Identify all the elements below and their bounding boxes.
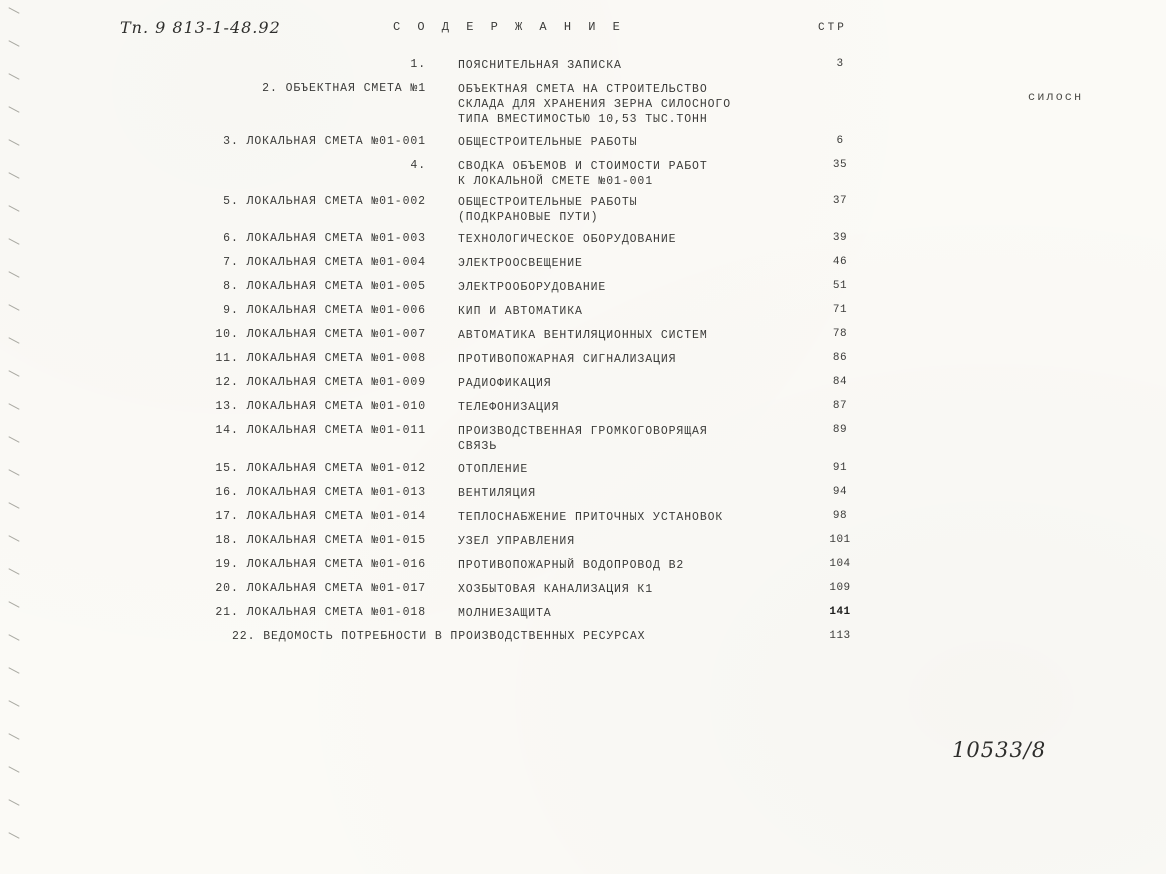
toc-item-page-number: 104 [829,558,851,570]
toc-item-title-line: ЭЛЕКТРООБОРУДОВАНИЕ [458,281,607,294]
toc-item-page-number: 39 [832,232,848,244]
scan-edge-mark [8,733,19,740]
toc-item-title-line: ОБЪЕКТНАЯ СМЕТА НА СТРОИТЕЛЬСТВО [458,83,708,96]
toc-item-reference: 9. ЛОКАЛЬНАЯ СМЕТА №01-006 [223,304,426,317]
toc-item-page-number: 113 [829,630,851,642]
toc-item-title-line: КИП И АВТОМАТИКА [458,305,583,318]
toc-item-title [458,606,798,621]
toc-item-reference: 11. ЛОКАЛЬНАЯ СМЕТА №01-008 [215,352,426,365]
toc-item-title [458,352,798,367]
toc-item-page-number: 141 [829,606,851,618]
toc-item-title [458,82,798,127]
toc-item-reference: 3. ЛОКАЛЬНАЯ СМЕТА №01-001 [223,135,426,148]
toc-item-page-number: 94 [832,486,848,498]
toc-item-page-number: 46 [832,256,848,268]
scan-edge-mark [8,832,19,839]
scan-edge-mark [8,766,19,773]
toc-item-title [458,135,798,150]
side-note: силосн [1028,90,1084,104]
toc-item-title-line: ПРОИЗВОДСТВЕННАЯ ГРОМКОГОВОРЯЩАЯ [458,425,708,438]
scan-edge-mark [8,634,19,641]
toc-item-reference: 4. [410,159,426,172]
toc-item-title [458,195,798,225]
toc-item-title-line: АВТОМАТИКА ВЕНТИЛЯЦИОННЫХ СИСТЕМ [458,329,708,342]
toc-item-title [458,510,798,525]
scan-edge-mark [8,172,19,179]
toc-item-title-line: СКЛАДА ДЛЯ ХРАНЕНИЯ ЗЕРНА СИЛОСНОГО [458,98,732,111]
toc-item-title [458,58,798,73]
toc-item-title-line: ПОЯСНИТЕЛЬНАЯ ЗАПИСКА [458,59,622,72]
toc-item-title-line: ОБЩЕСТРОИТЕЛЬНЫЕ РАБОТЫ [458,136,638,149]
toc-item-title-line: ОТОПЛЕНИЕ [458,463,529,476]
toc-item-reference: 13. ЛОКАЛЬНАЯ СМЕТА №01-010 [215,400,426,413]
scan-edge-mark [8,799,19,806]
toc-item-reference: 6. ЛОКАЛЬНАЯ СМЕТА №01-003 [223,232,426,245]
scan-edge-mark [8,73,19,80]
toc-item-title-line: К ЛОКАЛЬНОЙ СМЕТЕ №01-001 [458,175,654,188]
toc-item-reference: 15. ЛОКАЛЬНАЯ СМЕТА №01-012 [215,462,426,475]
toc-item-title-line: УЗЕЛ УПРАВЛЕНИЯ [458,535,576,548]
toc-item-title [458,280,798,295]
toc-item-title [458,558,798,573]
toc-item-reference: 18. ЛОКАЛЬНАЯ СМЕТА №01-015 [215,534,426,547]
toc-item-reference: 20. ЛОКАЛЬНАЯ СМЕТА №01-017 [215,582,426,595]
toc-item-reference: 8. ЛОКАЛЬНАЯ СМЕТА №01-005 [223,280,426,293]
toc-item-title-line: ПРОТИВОПОЖАРНАЯ СИГНАЛИЗАЦИЯ [458,353,677,366]
toc-item-title [458,462,798,477]
toc-item-title [458,534,798,549]
toc-item-reference: 2. ОБЪЕКТНАЯ СМЕТА №1 [262,82,426,95]
column-header-page: СТР [818,22,847,34]
toc-item-title [458,232,798,247]
scan-edge-mark [8,7,19,14]
toc-item-page-number: 87 [832,400,848,412]
toc-item-title-line: ТИПА ВМЕСТИМОСТЬЮ 10,53 ТЫС.ТОНН [458,113,708,126]
scan-edge-mark [8,40,19,47]
toc-item-title [458,400,798,415]
toc-item-reference: 5. ЛОКАЛЬНАЯ СМЕТА №01-002 [223,195,426,208]
scan-edge-mark [8,667,19,674]
toc-item-title-line: ЭЛЕКТРООСВЕЩЕНИЕ [458,257,583,270]
page-title: С О Д Е Р Ж А Н И Е [393,20,625,34]
toc-item-title-line: СВОДКА ОБЪЕМОВ И СТОИМОСТИ РАБОТ [458,160,708,173]
toc-item-page-number: 89 [832,424,848,436]
toc-item-page-number: 86 [832,352,848,364]
toc-item-page-number: 78 [832,328,848,340]
scan-edge-mark [8,271,19,278]
toc-item-page-number: 71 [832,304,848,316]
toc-item-title-line: РАДИОФИКАЦИЯ [458,377,552,390]
toc-item-title-line: ВЕНТИЛЯЦИЯ [458,487,537,500]
toc-item-title [458,304,798,319]
toc-item-page-number: 91 [832,462,848,474]
toc-item-reference: 7. ЛОКАЛЬНАЯ СМЕТА №01-004 [223,256,426,269]
scan-edge-mark [8,436,19,443]
toc-item-page-number: 35 [832,159,848,171]
toc-item-title-line: МОЛНИЕЗАЩИТА [458,607,552,620]
toc-item-page-number: 37 [832,195,848,207]
scan-edge-mark [8,502,19,509]
scan-edge-mark [8,106,19,113]
toc-item-title-line: СВЯЗЬ [458,440,498,453]
toc-item-title [458,256,798,271]
toc-item-title-line: (ПОДКРАНОВЫЕ ПУТИ) [458,211,599,224]
toc-item-reference: 10. ЛОКАЛЬНАЯ СМЕТА №01-007 [215,328,426,341]
toc-item-page-number: 109 [829,582,851,594]
toc-item-title-line: ТЕХНОЛОГИЧЕСКОЕ ОБОРУДОВАНИЕ [458,233,677,246]
archive-number-handwritten: 10533/8 [952,738,1047,762]
toc-item-title [458,582,798,597]
toc-item-reference: 21. ЛОКАЛЬНАЯ СМЕТА №01-018 [215,606,426,619]
toc-item-page-number: 3 [836,58,844,70]
toc-item-title-line: ХОЗБЫТОВАЯ КАНАЛИЗАЦИЯ К1 [458,583,654,596]
toc-item-page-number: 51 [832,280,848,292]
toc-item-reference: 1. [410,58,426,71]
toc-item-page-number: 6 [836,135,844,147]
toc-item-reference: 12. ЛОКАЛЬНАЯ СМЕТА №01-009 [215,376,426,389]
toc-item-title [458,328,798,343]
toc-item-title-line: ПРОТИВОПОЖАРНЫЙ ВОДОПРОВОД В2 [458,559,685,572]
toc-item-page-number: 101 [829,534,851,546]
toc-item-title [458,486,798,501]
toc-item-title [458,376,798,391]
scan-edge-mark [8,700,19,707]
toc-item-title-line: ТЕПЛОСНАБЖЕНИЕ ПРИТОЧНЫХ УСТАНОВОК [458,511,724,524]
toc-item-page-number: 84 [832,376,848,388]
toc-item-title-line: ТЕЛЕФОНИЗАЦИЯ [458,401,560,414]
toc-item-reference: 14. ЛОКАЛЬНАЯ СМЕТА №01-011 [215,424,426,437]
toc-item-reference: 17. ЛОКАЛЬНАЯ СМЕТА №01-014 [215,510,426,523]
toc-item-title-line: ОБЩЕСТРОИТЕЛЬНЫЕ РАБОТЫ [458,196,638,209]
toc-item-title: 22. ВЕДОМОСТЬ ПОТРЕБНОСТИ В ПРОИЗВОДСТВЕННЫХ РЕСУРСАХ [232,630,646,643]
toc-item-reference: 16. ЛОКАЛЬНАЯ СМЕТА №01-013 [215,486,426,499]
scan-edge-marks [0,0,30,874]
document-code-handwritten: Тп. 9 813-1-48.92 [120,18,281,37]
toc-item-title [458,159,798,189]
toc-item-reference: 19. ЛОКАЛЬНАЯ СМЕТА №01-016 [215,558,426,571]
toc-item-page-number: 98 [832,510,848,522]
toc-item-title [458,424,798,454]
